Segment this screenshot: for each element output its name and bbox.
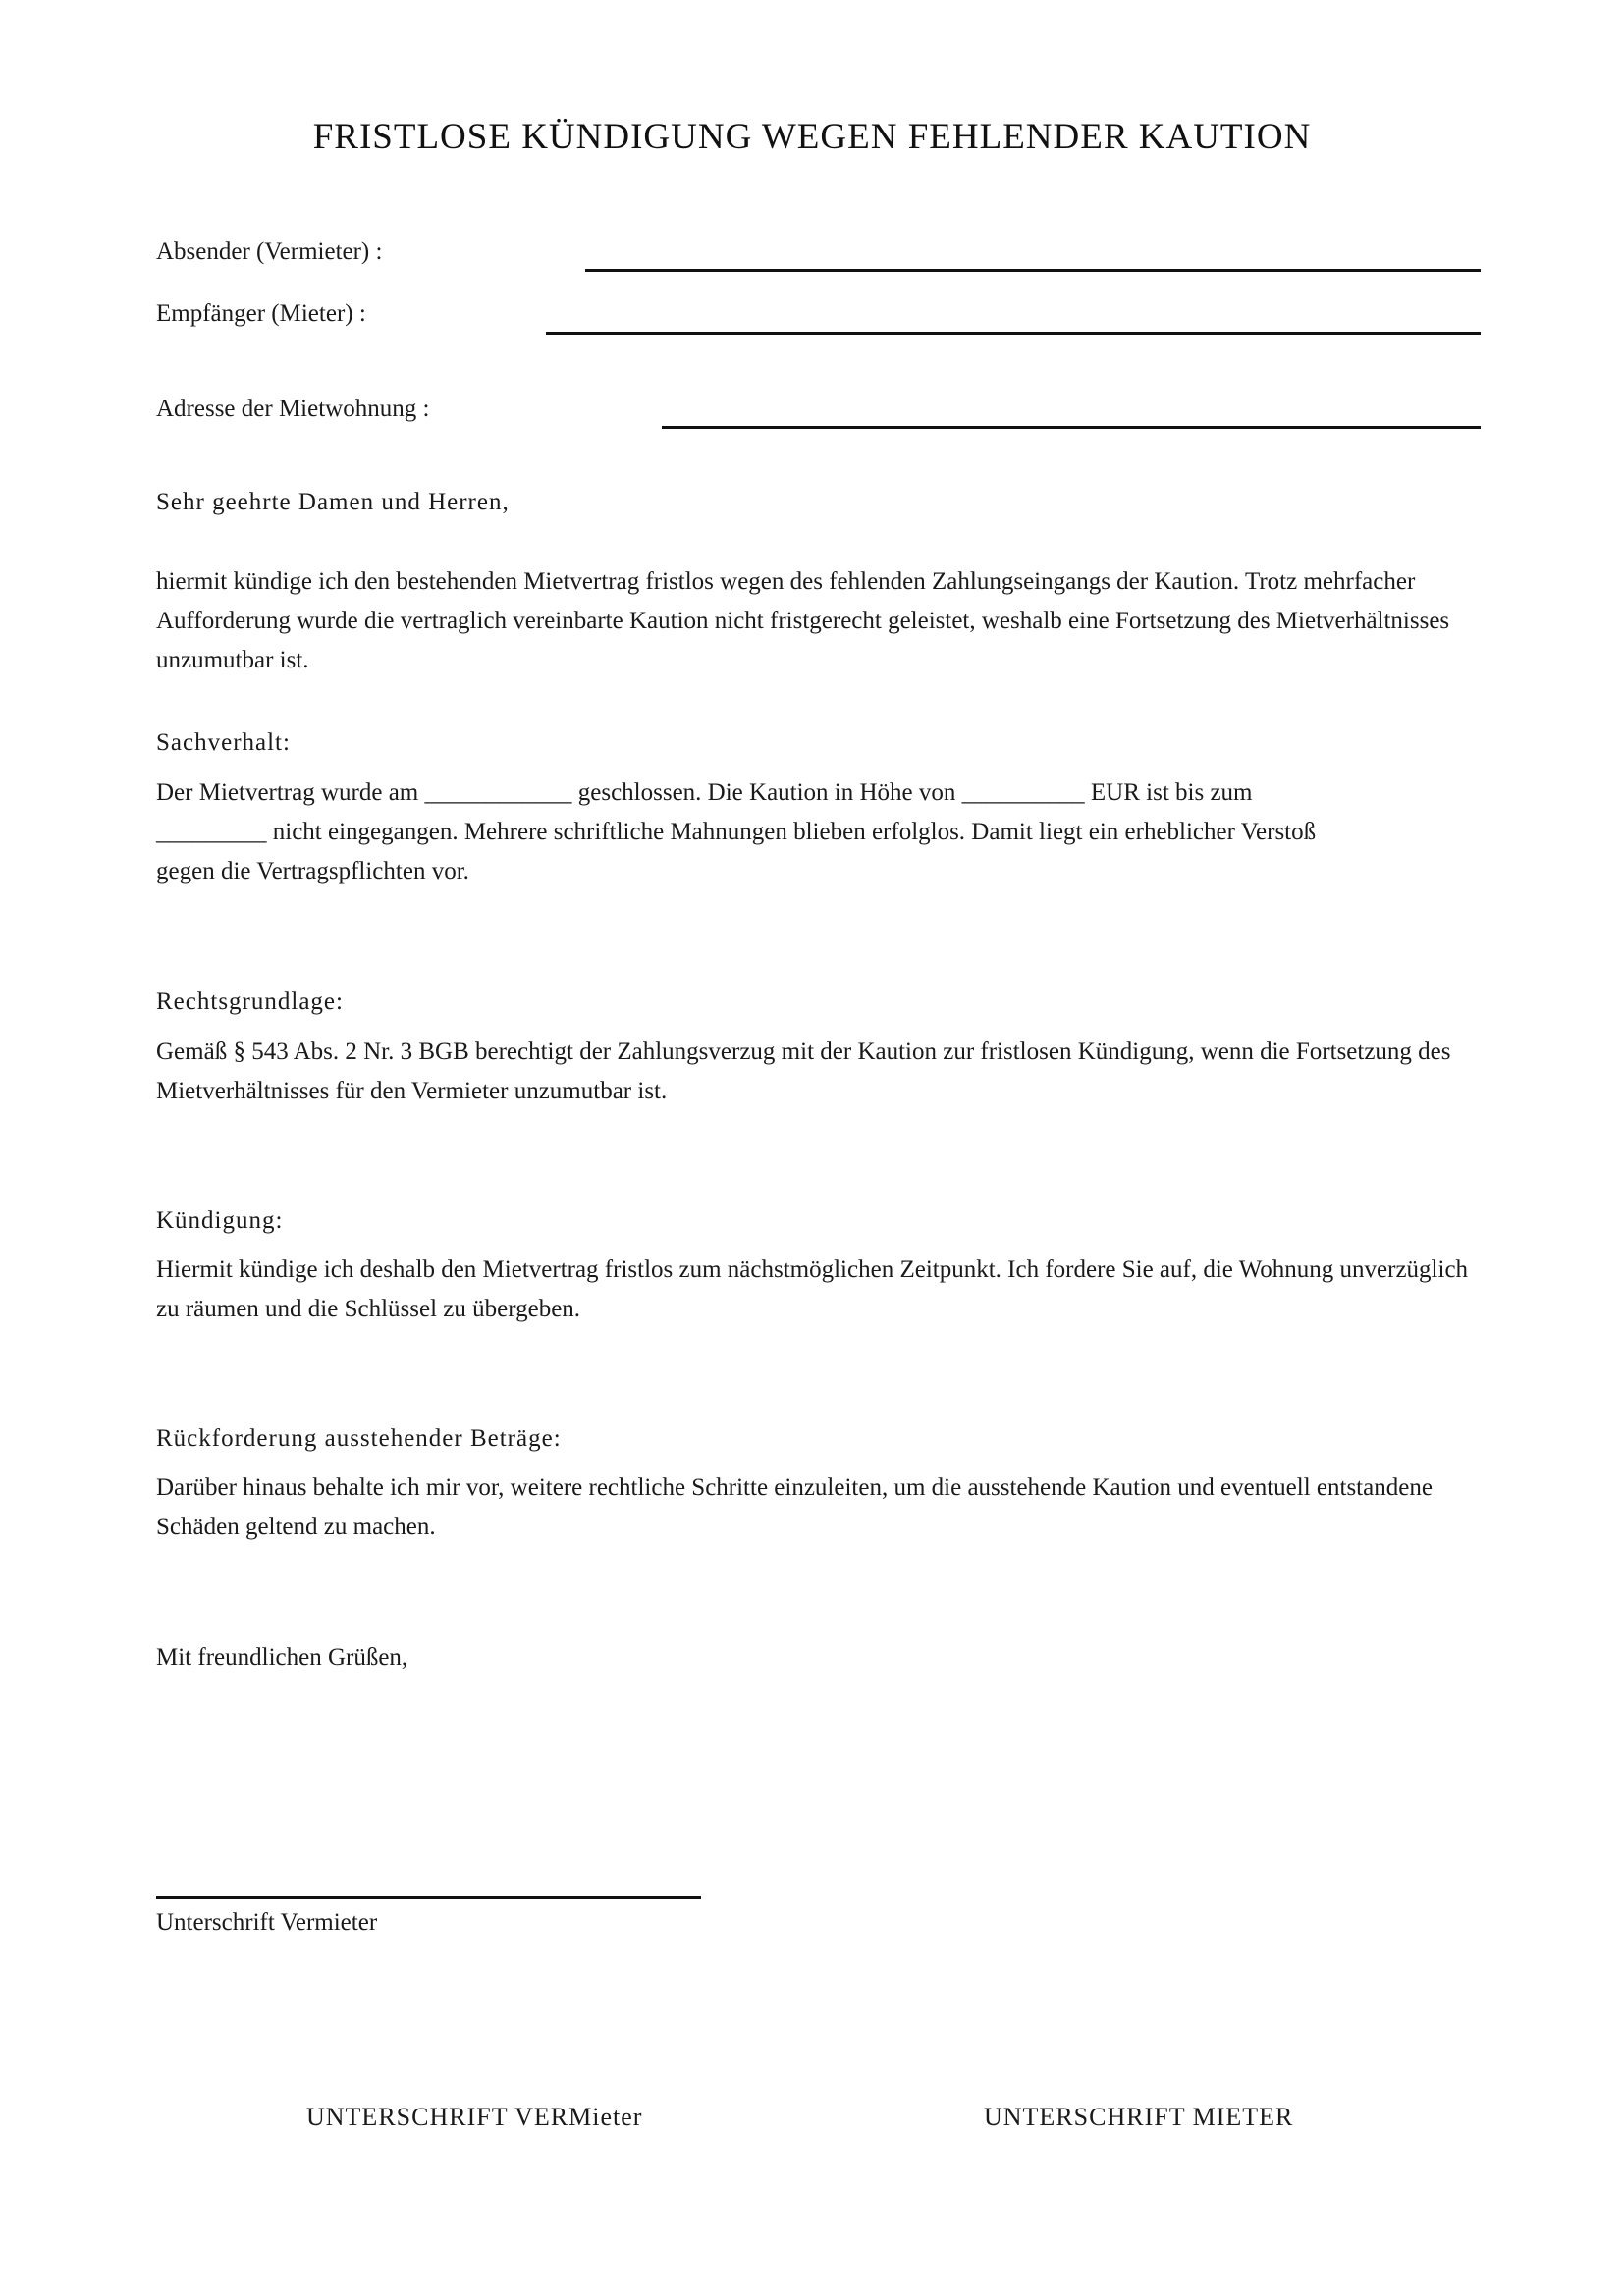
landlord-signature-line[interactable] xyxy=(156,1896,701,1899)
facts-line-2: _________ nicht eingegangen. Mehrere schriftliche Mahnungen blieben erfolglos. Damit liegt ein erheblicher Verstoß xyxy=(156,819,1317,845)
address-label: Adresse der Mietwohnung : xyxy=(156,396,430,422)
reclaim-heading: Rückforderung ausstehender Beträge: xyxy=(156,1425,562,1452)
sender-line[interactable] xyxy=(585,269,1481,272)
address-line[interactable] xyxy=(662,426,1481,429)
termination-heading: Kündigung: xyxy=(156,1207,284,1234)
reclaim-paragraph: Darüber hinaus behalte ich mir vor, weitere rechtliche Schritte einzuleiten, um die ausstehende Kaution und eventuell entstandene Schäden geltend zu machen. xyxy=(156,1474,1433,1540)
facts-line-3: gegen die Vertragspflichten vor. xyxy=(156,858,469,884)
closing: Mit freundlichen Grüßen, xyxy=(156,1644,408,1671)
facts-paragraph xyxy=(156,774,1491,891)
legal-basis-paragraph: Gemäß § 543 Abs. 2 Nr. 3 BGB berechtigt der Zahlungsverzug mit der Kaution zur fristlosen Kündigung, wenn die Fortsetzung des Mietverhältnisses für den Vermieter unzumutbar ist. xyxy=(156,1039,1451,1104)
facts-line-1: Der Mietvertrag wurde am ____________ geschlossen. Die Kaution in Höhe von __________ EUR ist bis zum xyxy=(156,779,1253,806)
footer-tenant-signature: UNTERSCHRIFT MIETER xyxy=(984,2103,1294,2131)
termination-paragraph: Hiermit kündige ich deshalb den Mietvertrag fristlos zum nächstmöglichen Zeitpunkt. Ich fordere Sie auf, die Wohnung unverzüglich zu räumen und die Schlüssel zu übergeben. xyxy=(156,1256,1469,1322)
document-title: FRISTLOSE KÜNDIGUNG WEGEN FEHLENDER KAUTION xyxy=(312,117,1312,157)
facts-heading: Sachverhalt: xyxy=(156,729,291,756)
footer-landlord-signature: UNTERSCHRIFT VERMieter xyxy=(306,2103,643,2131)
legal-basis-heading: Rechtsgrundlage: xyxy=(156,988,344,1015)
landlord-signature-label: Unterschrift Vermieter xyxy=(156,1909,378,1936)
recipient-label: Empfänger (Mieter) : xyxy=(156,300,366,327)
salutation: Sehr geehrte Damen und Herren, xyxy=(156,489,510,515)
intro-paragraph: hiermit kündige ich den bestehenden Mietvertrag fristlos wegen des fehlenden Zahlungseingangs der Kaution. Trotz mehrfacher Aufforderung wurde die vertraglich vereinbarte Kaution nicht fristgerecht geleistet, weshalb eine Fortsetzung des Mietverhältnisses unzumutbar ist. xyxy=(156,568,1450,673)
sender-label: Absender (Vermieter) : xyxy=(156,239,383,265)
recipient-line[interactable] xyxy=(546,332,1481,335)
